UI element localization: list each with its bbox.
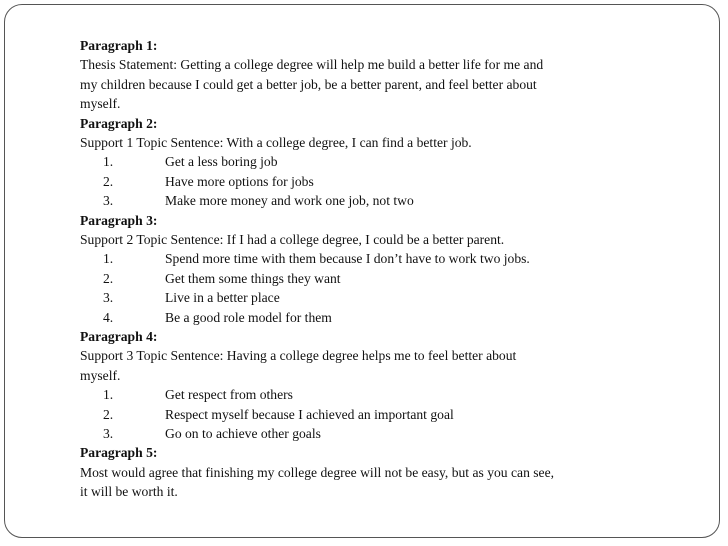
- paragraph-heading: Paragraph 2:: [80, 115, 158, 131]
- topic-sentence: Support 1 Topic Sentence: With a college degree, I can find a better job.: [80, 135, 472, 151]
- list-item-number: 3.: [103, 425, 114, 441]
- paragraph-line: Most would agree that finishing my college degree will not be easy, but as you can see,: [80, 464, 555, 480]
- paragraph-3: [80, 211, 600, 327]
- list-item: [80, 269, 600, 288]
- paragraph-2: [80, 114, 600, 211]
- list-item-text: Get respect from others: [165, 387, 293, 403]
- outline-content: [80, 36, 600, 502]
- paragraph-line: my children because I could get a better job, be a better parent, and feel better about: [80, 76, 537, 92]
- paragraph-heading: Paragraph 4:: [80, 328, 158, 344]
- list-item-number: 3.: [103, 193, 114, 209]
- list-item: [80, 249, 600, 268]
- paragraph-5: [80, 443, 600, 501]
- paragraph-1: [80, 36, 600, 114]
- list-item-text: Make more money and work one job, not two: [165, 193, 414, 209]
- list-item-number: 1.: [103, 387, 114, 403]
- list-item: [80, 191, 600, 210]
- list-item-text: Have more options for jobs: [165, 173, 314, 189]
- list-item-text: Respect myself because I achieved an important goal: [165, 406, 454, 422]
- paragraph-line: Thesis Statement: Getting a college degree will help me build a better life for me and: [80, 57, 544, 73]
- list-item-number: 2.: [103, 406, 114, 422]
- list-item: [80, 405, 600, 424]
- list-item-text: Spend more time with them because I don’t have to work two jobs.: [165, 251, 530, 267]
- paragraph-4: [80, 327, 600, 443]
- list-item: [80, 172, 600, 191]
- list-item-text: Live in a better place: [165, 290, 280, 306]
- list-item-number: 2.: [103, 173, 114, 189]
- paragraph-heading: Paragraph 1:: [80, 38, 158, 53]
- list-item-text: Go on to achieve other goals: [165, 425, 321, 441]
- list-item: [80, 424, 600, 443]
- paragraph-line: it will be worth it.: [80, 484, 178, 500]
- list-item-number: 2.: [103, 270, 114, 286]
- paragraph-heading: Paragraph 5:: [80, 445, 158, 461]
- list-item-text: Get a less boring job: [165, 154, 278, 170]
- topic-sentence: Support 3 Topic Sentence: Having a college degree helps me to feel better about: [80, 348, 517, 364]
- list-item-number: 1.: [103, 251, 114, 267]
- list-item: [80, 152, 600, 171]
- topic-sentence: Support 2 Topic Sentence: If I had a college degree, I could be a better parent.: [80, 232, 505, 248]
- topic-sentence: myself.: [80, 367, 121, 383]
- list-item-number: 4.: [103, 309, 114, 325]
- list-item: [80, 385, 600, 404]
- list-item-number: 1.: [103, 154, 114, 170]
- paragraph-line: myself.: [80, 96, 121, 112]
- list-item-number: 3.: [103, 290, 114, 306]
- list-item-text: Be a good role model for them: [165, 309, 332, 325]
- list-item: [80, 288, 600, 307]
- list-item-text: Get them some things they want: [165, 270, 341, 286]
- list-item: [80, 308, 600, 327]
- paragraph-heading: Paragraph 3:: [80, 212, 158, 228]
